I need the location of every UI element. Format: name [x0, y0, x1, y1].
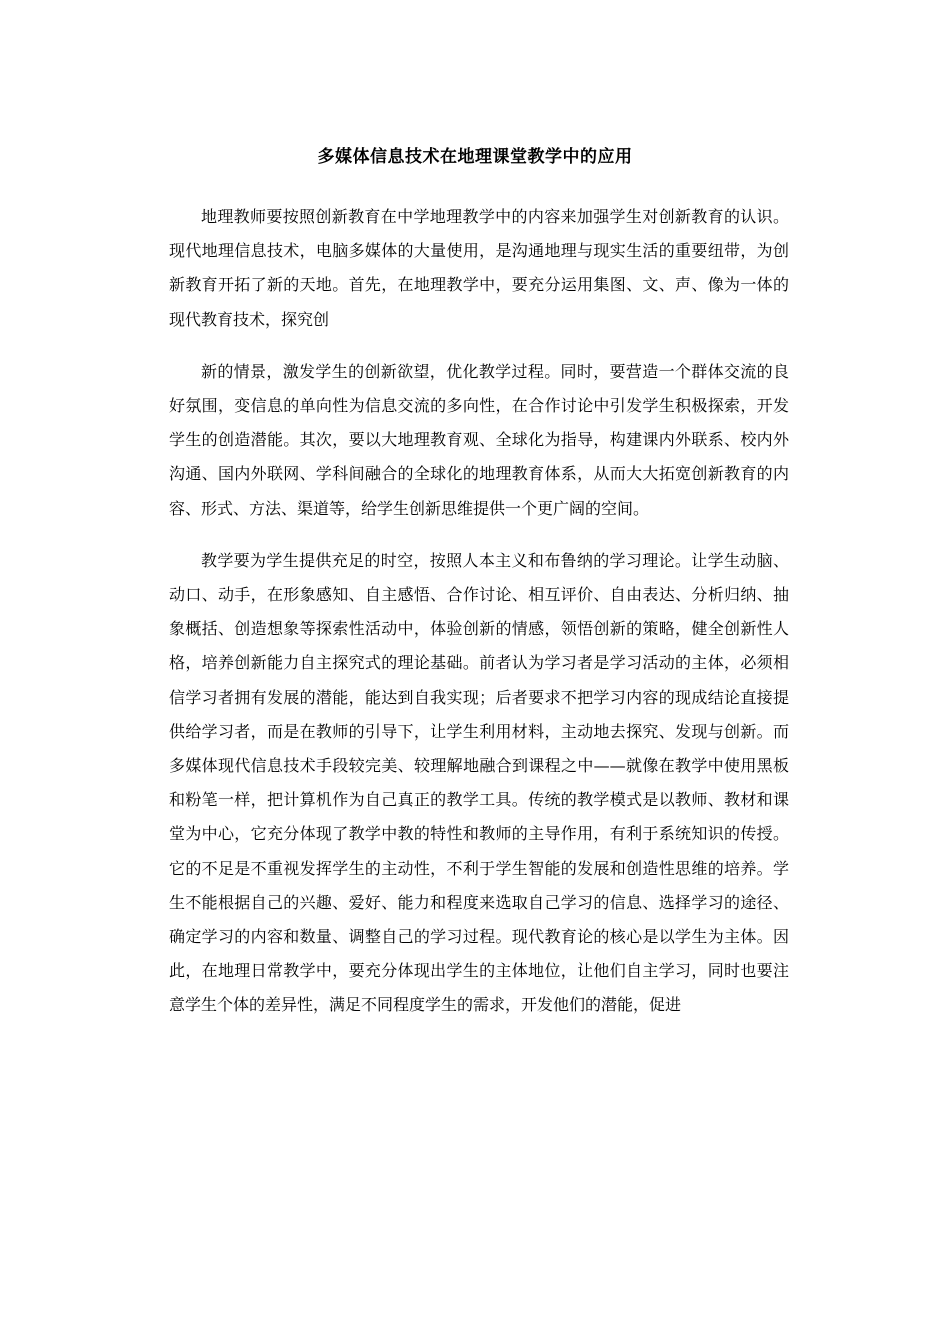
- document-title: 多媒体信息技术在地理课堂教学中的应用: [317, 147, 633, 167]
- paragraph-2: 新的情景，激发学生的创新欲望，优化教学过程。同时，要营造一个群体交流的良好氛围，变信息的单向性为信息交流的多向性，在合作讨论中引发学生积极探索，开发学生的创造潜能。其次，要以大地理教育观、全球化为指导，构建课内外联系、校内外沟通、国内外联网、学科间融合的全球化的地理教育体系，从而大大拓宽创新教育的内容、形式、方法、渠道等，给学生创新思维提供一个更广阔的空间。: [169, 361, 789, 518]
- document-body: [169, 200, 789, 1023]
- paragraph-3: 教学要为学生提供充足的时空，按照人本主义和布鲁纳的学习理论。让学生动脑、动口、动手，在形象感知、自主感悟、合作讨论、相互评价、自由表达、分析归纳、抽象概括、创造想象等探索性活动中，体验创新的情感，领悟创新的策略，健全创新性人格，培养创新能力自主探究式的理论基础。前者认为学习者是学习活动的主体，必须相信学习者拥有发展的潜能，能达到自我实现；后者要求不把学习内容的现成结论直接提供给学习者，而是在教师的引导下，让学生利用材料，主动地去探究、发现与创新。而多媒体现代信息技术手段较完美、较理解地融合到课程之中——就像在教学中使用黑板和粉笔一样，把计算机作为自己真正的教学工具。传统的教学模式是以教师、教材和课堂为中心，它充分体现了教学中教的特性和教师的主导作用，有利于系统知识的传授。它的不足是不重视发挥学生的主动性，不利于学生智能的发展和创造性思维的培养。学生不能根据自己的兴趣、爱好、能力和程度来选取自己学习的信息、选择学习的途径、确定学习的内容和数量、调整自己的学习过程。现代教育论的核心是以学生为主体。因此，在地理日常教学中，要充分体现出学生的主体地位，让他们自主学习，同时也要注意学生个体的差异性，满足不同程度学生的需求，开发他们的潜能，促进: [169, 550, 789, 1015]
- paragraph-1: 地理教师要按照创新教育在中学地理教学中的内容来加强学生对创新教育的认识。现代地理信息技术，电脑多媒体的大量使用，是沟通地理与现实生活的重要纽带，为创新教育开拓了新的天地。首先，在地理教学中，要充分运用集图、文、声、像为一体的现代教育技术，探究创: [169, 207, 789, 329]
